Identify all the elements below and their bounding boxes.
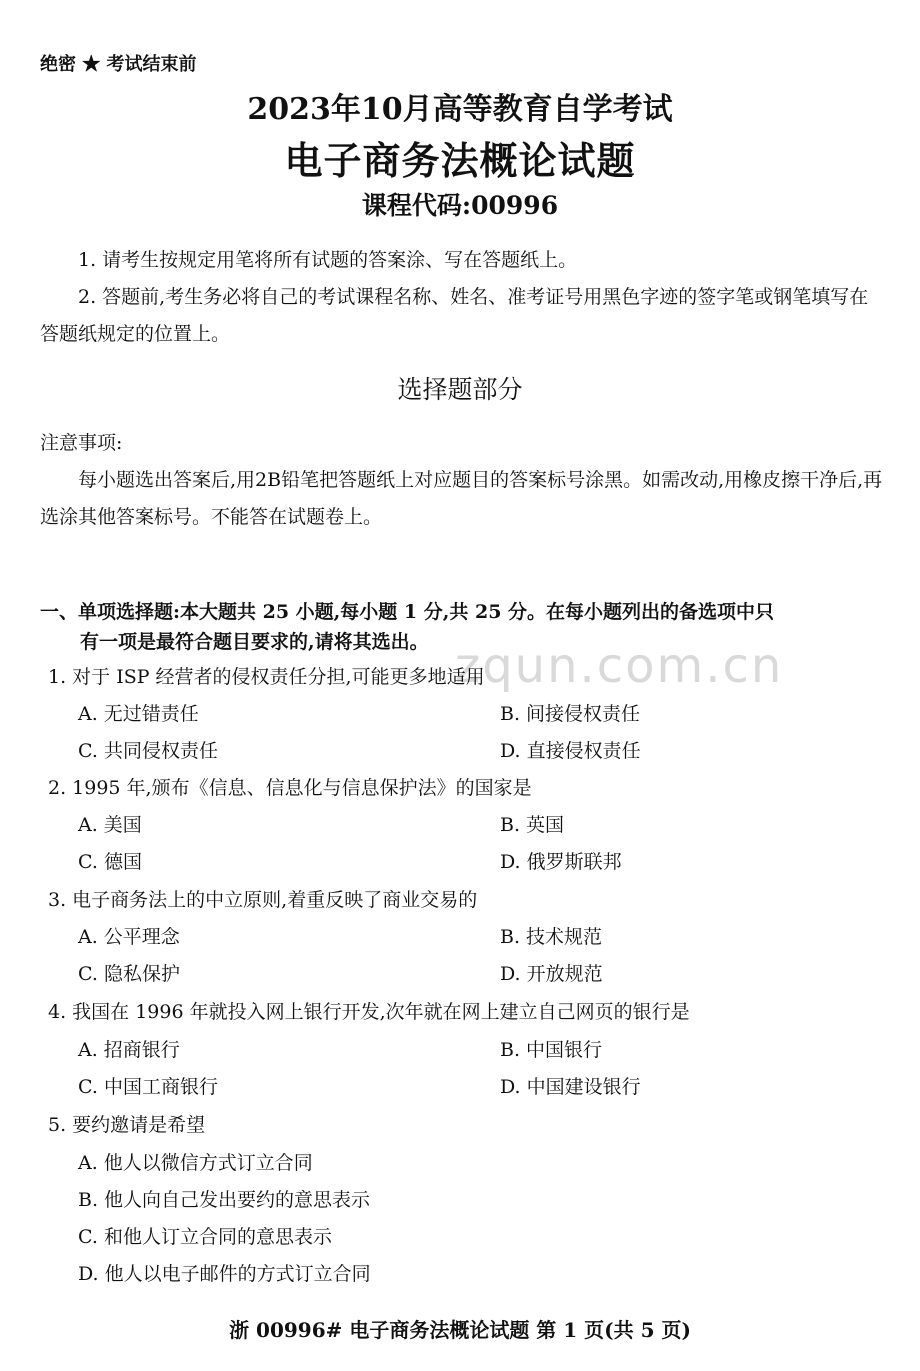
page-footer: 浙 00996# 电子商务法概论试题 第 1 页(共 5 页) bbox=[229, 1318, 691, 1342]
question-5-option-a: A. 他人以微信方式订立合同 bbox=[78, 1152, 313, 1174]
question-3-option-b: B. 技术规范 bbox=[500, 926, 603, 948]
course-code: 课程代码:00996 bbox=[361, 191, 559, 220]
question-4-option-d: D. 中国建设银行 bbox=[500, 1076, 641, 1098]
question-4-stem: 4. 我国在 1996 年就投入网上银行开发,次年就在网上建立自己网页的银行是 bbox=[48, 1001, 690, 1023]
question-1-stem: 1. 对于 ISP 经营者的侵权责任分担,可能更多地适用 bbox=[48, 666, 485, 688]
question-5-stem: 5. 要约邀请是希望 bbox=[48, 1114, 206, 1136]
section-title: 选择题部分 bbox=[397, 375, 523, 404]
question-2-option-c: C. 德国 bbox=[78, 851, 142, 873]
question-5-option-b: B. 他人向自己发出要约的意思表示 bbox=[78, 1189, 371, 1211]
question-4-option-c: C. 中国工商银行 bbox=[78, 1076, 218, 1098]
question-5-option-c: C. 和他人订立合同的意思表示 bbox=[78, 1226, 332, 1248]
notice-heading: 注意事项: bbox=[40, 432, 123, 454]
paper-title: 电子商务法概论试题 bbox=[284, 138, 636, 183]
question-5-option-d: D. 他人以电子邮件的方式订立合同 bbox=[78, 1263, 371, 1285]
notice-text: 每小题选出答案后,用2B铅笔把答题纸上对应题目的答案标号涂黑。如需改动,用橡皮擦干净后,再选涂其他答案标号。不能答在试题卷上。 bbox=[40, 469, 883, 528]
confidential-label: 绝密 ★ 考试结束前 bbox=[40, 54, 197, 75]
question-3-stem: 3. 电子商务法上的中立原则,着重反映了商业交易的 bbox=[48, 889, 478, 911]
watermark: zqun.com.cn bbox=[455, 638, 784, 694]
question-3-option-d: D. 开放规范 bbox=[500, 963, 603, 985]
question-2-option-b: B. 英国 bbox=[500, 814, 565, 836]
part1-line-1: 一、单项选择题:本大题共 25 小题,每小题 1 分,共 25 分。在每小题列出的备选项中只 bbox=[40, 601, 775, 623]
question-2-option-a: A. 美国 bbox=[78, 814, 142, 836]
part1-heading bbox=[40, 597, 885, 657]
question-1-option-c: C. 共同侵权责任 bbox=[78, 740, 218, 762]
question-4-option-a: A. 招商银行 bbox=[78, 1039, 180, 1061]
question-1-option-d: D. 直接侵权责任 bbox=[500, 740, 641, 762]
question-2-option-d: D. 俄罗斯联邦 bbox=[500, 851, 622, 873]
question-3-option-c: C. 隐私保护 bbox=[78, 963, 180, 985]
instruction-2: 2. 答题前,考生务必将自己的考试课程名称、姓名、准考证号用黑色字迹的签字笔或钢笔填写在答题纸规定的位置上。 bbox=[40, 286, 869, 345]
part1-line-2: 有一项是最符合题目要求的,请将其选出。 bbox=[80, 631, 429, 653]
question-3-option-a: A. 公平理念 bbox=[78, 926, 180, 948]
question-1-option-b: B. 间接侵权责任 bbox=[500, 703, 641, 725]
question-4-option-b: B. 中国银行 bbox=[500, 1039, 603, 1061]
exam-title: 2023年10月高等教育自学考试 bbox=[247, 92, 673, 127]
notice-body bbox=[40, 462, 885, 536]
instructions bbox=[40, 242, 885, 353]
question-1-option-a: A. 无过错责任 bbox=[78, 703, 199, 725]
question-2-stem: 2. 1995 年,颁布《信息、信息化与信息保护法》的国家是 bbox=[48, 777, 532, 799]
instruction-1: 1. 请考生按规定用笔将所有试题的答案涂、写在答题纸上。 bbox=[78, 249, 578, 271]
